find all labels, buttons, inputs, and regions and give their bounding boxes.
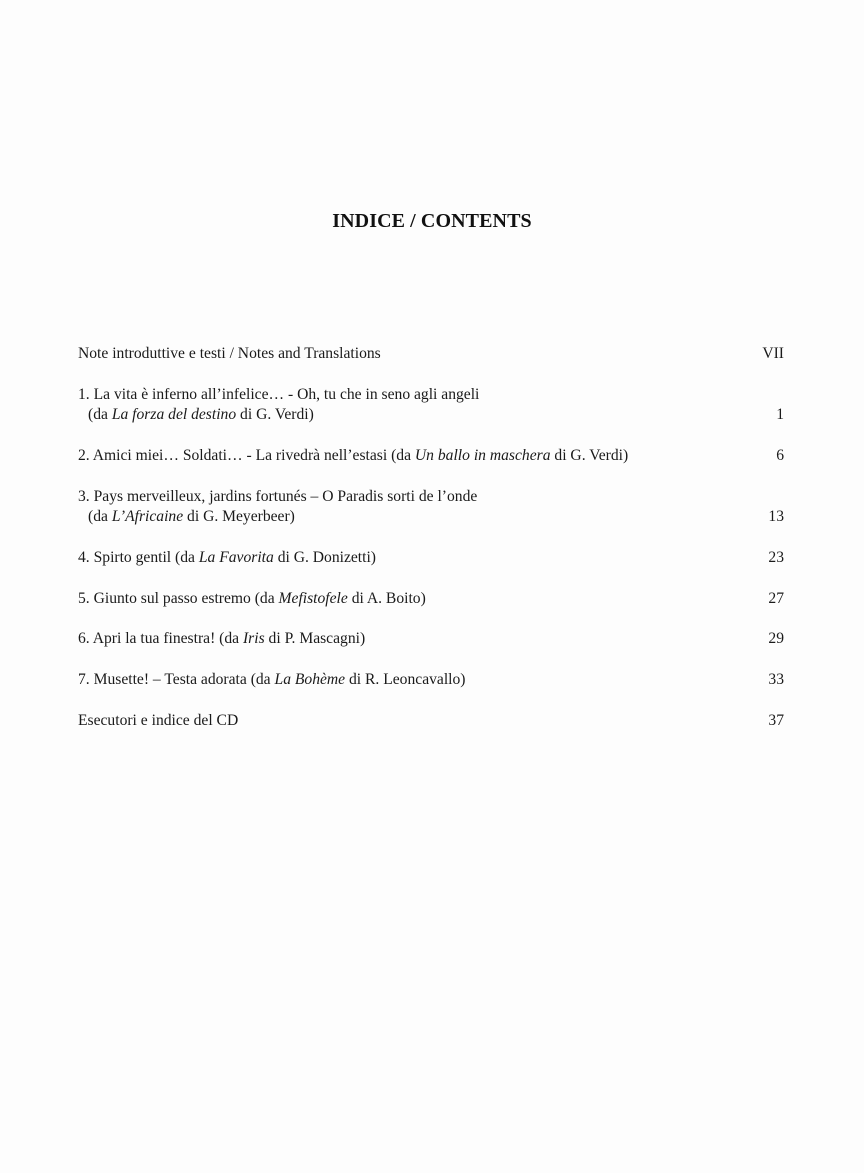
source-prefix: (da xyxy=(88,508,112,525)
opera-title: Un ballo in maschera xyxy=(414,447,551,464)
toc-page-number: 29 xyxy=(768,630,784,647)
toc-entry-title: 3. Pays merveilleux, jardins fortunés – O Paradis sorti de l’onde xyxy=(78,488,478,505)
composer: di A. Boito) xyxy=(347,590,426,607)
composer: di P. Mascagni) xyxy=(264,630,366,647)
aria-title: 6. Apri la tua finestra! (da xyxy=(78,630,243,647)
toc-entry-6[interactable] xyxy=(78,629,784,649)
opera-title: Iris xyxy=(242,630,265,647)
toc-entry-title xyxy=(78,670,784,690)
toc-entry-notes[interactable] xyxy=(78,344,784,364)
toc-entry-title: Note introduttive e testi / Notes and Translations xyxy=(78,345,381,362)
toc-entry-3[interactable] xyxy=(78,487,784,527)
composer: di G. Verdi) xyxy=(236,406,314,423)
aria-title: 7. Musette! – Testa adorata (da xyxy=(78,671,275,688)
toc-page-number: 13 xyxy=(768,508,784,525)
toc-entry-source xyxy=(78,405,784,425)
composer: di G. Meyerbeer) xyxy=(183,508,295,525)
toc-entry-title xyxy=(78,548,784,568)
toc-entry-2[interactable] xyxy=(78,446,784,466)
toc-entry-cd-index[interactable] xyxy=(78,711,784,731)
composer: di G. Donizetti) xyxy=(273,549,377,566)
toc-page-number: 27 xyxy=(768,590,784,607)
toc-page-number: 37 xyxy=(768,712,784,729)
page-title: INDICE / CONTENTS xyxy=(332,210,532,232)
toc-entry-title: 1. La vita è inferno all’infelice… - Oh, tu che in seno agli angeli xyxy=(78,386,480,403)
opera-title: Mefistofele xyxy=(278,590,348,607)
opera-title: La Bohème xyxy=(274,671,346,688)
toc-entry-5[interactable] xyxy=(78,589,784,609)
aria-title: 5. Giunto sul passo estremo (da xyxy=(78,590,279,607)
toc-page-number: VII xyxy=(762,345,784,362)
toc-entry-title xyxy=(78,446,784,466)
toc-entry-1[interactable] xyxy=(78,385,784,425)
toc-entry-title xyxy=(78,629,784,649)
composer: di R. Leoncavallo) xyxy=(345,671,466,688)
composer: di G. Verdi) xyxy=(550,447,629,464)
aria-title: 4. Spirto gentil (da xyxy=(78,549,199,566)
opera-title: La forza del destino xyxy=(111,406,237,423)
toc-entry-4[interactable] xyxy=(78,548,784,568)
opera-title: L’Africaine xyxy=(111,508,184,525)
toc-entry-source xyxy=(78,507,784,527)
opera-title: La Favorita xyxy=(198,549,274,566)
toc-entry-title: Esecutori e indice del CD xyxy=(78,712,239,729)
source-prefix: (da xyxy=(88,406,112,423)
aria-title: 2. Amici miei… Soldati… - La rivedrà nell’estasi (da xyxy=(78,447,415,464)
toc-page-number: 23 xyxy=(768,549,784,566)
toc-entry-title xyxy=(78,589,784,609)
toc-page-number: 6 xyxy=(776,447,784,464)
toc-page-number: 33 xyxy=(768,671,784,688)
toc-entry-7[interactable] xyxy=(78,670,784,690)
toc-page-number: 1 xyxy=(776,406,784,423)
